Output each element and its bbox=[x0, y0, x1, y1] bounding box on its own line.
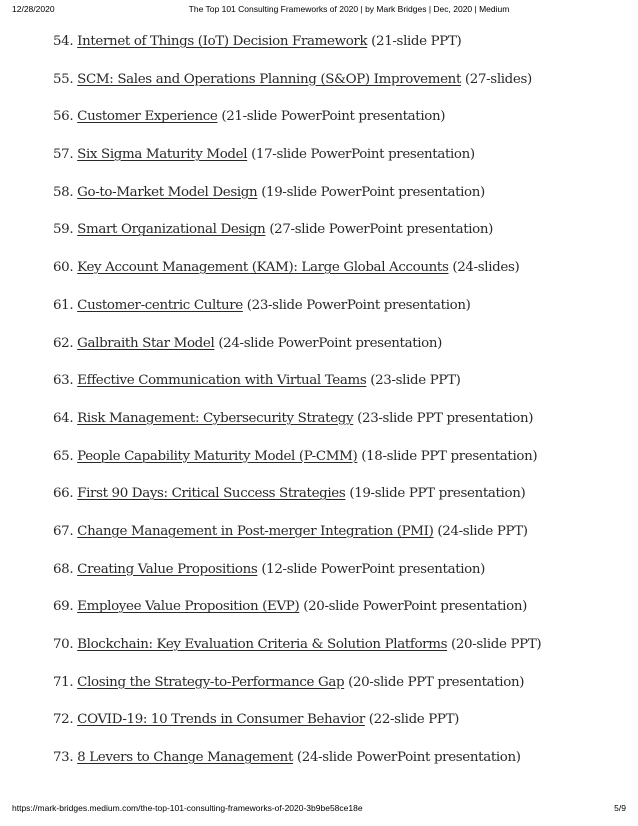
list-item bbox=[53, 218, 628, 256]
framework-link[interactable]: Six Sigma Maturity Model bbox=[77, 147, 248, 163]
framework-link[interactable]: Creating Value Propositions bbox=[77, 561, 258, 577]
framework-link[interactable]: COVID-19: 10 Trends in Consumer Behavior bbox=[77, 712, 365, 728]
item-description: (23-slide PowerPoint presentation) bbox=[246, 297, 471, 313]
framework-link[interactable]: People Capability Maturity Model (P-CMM) bbox=[77, 448, 358, 464]
framework-link[interactable]: Internet of Things (IoT) Decision Framework bbox=[77, 34, 368, 49]
item-number: 72. bbox=[53, 712, 74, 728]
item-description: (20-slide PPT presentation) bbox=[348, 674, 525, 690]
item-number: 71. bbox=[53, 674, 74, 690]
item-number: 65. bbox=[53, 448, 74, 464]
framework-link[interactable]: Go-to-Market Model Design bbox=[77, 184, 258, 200]
list-item bbox=[53, 332, 628, 370]
framework-link[interactable]: Change Management in Post-merger Integration (PMI) bbox=[77, 523, 434, 539]
item-description: (27-slide PowerPoint presentation) bbox=[269, 222, 494, 238]
item-number: 57. bbox=[53, 147, 74, 163]
framework-link[interactable]: Smart Organizational Design bbox=[77, 222, 266, 238]
item-number: 68. bbox=[53, 561, 74, 577]
framework-link[interactable]: SCM: Sales and Operations Planning (S&OP) Improvement bbox=[77, 71, 461, 87]
print-footer bbox=[12, 803, 626, 817]
list-item bbox=[53, 105, 628, 143]
framework-link[interactable]: Closing the Strategy-to-Performance Gap bbox=[77, 674, 345, 690]
list-item bbox=[53, 482, 628, 520]
item-number: 66. bbox=[53, 486, 74, 502]
item-description: (19-slide PowerPoint presentation) bbox=[261, 184, 485, 200]
item-description: (19-slide PPT presentation) bbox=[349, 486, 526, 502]
page-number: 5/9 bbox=[614, 803, 626, 813]
item-number: 59. bbox=[53, 222, 74, 238]
list-item bbox=[53, 407, 628, 445]
list-item bbox=[53, 671, 628, 709]
list-item bbox=[53, 30, 628, 68]
print-page-title: The Top 101 Consulting Frameworks of 2020 | by Mark Bridges | Dec, 2020 | Medium bbox=[188, 4, 510, 14]
framework-link[interactable]: Blockchain: Key Evaluation Criteria & Solution Platforms bbox=[77, 637, 448, 652]
print-date: 12/28/2020 bbox=[12, 4, 55, 14]
item-number: 69. bbox=[53, 599, 74, 615]
item-number: 54. bbox=[53, 34, 74, 49]
framework-link[interactable]: Customer-centric Culture bbox=[77, 297, 243, 313]
item-description: (27-slides) bbox=[464, 71, 532, 87]
list-item bbox=[53, 633, 628, 671]
item-number: 60. bbox=[53, 260, 74, 276]
framework-link[interactable]: 8 Levers to Change Management bbox=[77, 750, 293, 766]
item-description: (20-slide PowerPoint presentation) bbox=[303, 599, 527, 615]
framework-link[interactable]: Key Account Management (KAM): Large Global Accounts bbox=[77, 260, 449, 276]
item-description: (22-slide PPT) bbox=[368, 712, 460, 728]
item-number: 55. bbox=[53, 71, 74, 87]
item-number: 62. bbox=[53, 335, 74, 351]
framework-link[interactable]: Galbraith Star Model bbox=[77, 335, 215, 351]
item-description: (24-slide PPT) bbox=[437, 523, 528, 539]
print-url: https://mark-bridges.medium.com/the-top-101-consulting-frameworks-of-2020-3b9be58ce18e bbox=[12, 803, 363, 813]
list-item bbox=[53, 520, 628, 558]
item-description: (24-slides) bbox=[452, 260, 520, 276]
item-description: (21-slide PowerPoint presentation) bbox=[221, 109, 446, 125]
item-description: (17-slide PowerPoint presentation) bbox=[251, 147, 475, 163]
item-number: 73. bbox=[53, 750, 74, 766]
framework-link[interactable]: Customer Experience bbox=[77, 109, 218, 125]
item-description: (18-slide PPT presentation) bbox=[361, 448, 538, 464]
item-number: 56. bbox=[53, 109, 74, 125]
item-description: (24-slide PowerPoint presentation) bbox=[296, 750, 521, 766]
item-number: 67. bbox=[53, 523, 74, 539]
item-description: (23-slide PPT presentation) bbox=[357, 410, 534, 426]
framework-link[interactable]: Effective Communication with Virtual Teams bbox=[77, 373, 367, 389]
item-description: (24-slide PowerPoint presentation) bbox=[218, 335, 443, 351]
list-item bbox=[53, 256, 628, 294]
item-number: 63. bbox=[53, 373, 74, 389]
list-item bbox=[53, 68, 628, 106]
print-header bbox=[12, 4, 626, 18]
list-item bbox=[53, 181, 628, 219]
item-number: 70. bbox=[53, 637, 74, 652]
item-number: 58. bbox=[53, 184, 74, 200]
list-item bbox=[53, 746, 628, 784]
item-number: 64. bbox=[53, 410, 74, 426]
list-item bbox=[53, 294, 628, 332]
framework-link[interactable]: First 90 Days: Critical Success Strategies bbox=[77, 486, 346, 502]
framework-list bbox=[53, 30, 628, 784]
item-description: (21-slide PPT) bbox=[371, 34, 462, 49]
framework-link[interactable]: Risk Management: Cybersecurity Strategy bbox=[77, 410, 354, 426]
framework-link[interactable]: Employee Value Proposition (EVP) bbox=[77, 599, 300, 615]
list-item bbox=[53, 595, 628, 633]
item-description: (20-slide PPT) bbox=[451, 637, 542, 652]
list-item bbox=[53, 143, 628, 181]
item-description: (12-slide PowerPoint presentation) bbox=[261, 561, 486, 577]
item-number: 61. bbox=[53, 297, 74, 313]
item-description: (23-slide PPT) bbox=[370, 373, 461, 389]
list-item bbox=[53, 708, 628, 746]
list-item bbox=[53, 445, 628, 483]
list-item bbox=[53, 369, 628, 407]
list-item bbox=[53, 558, 628, 596]
